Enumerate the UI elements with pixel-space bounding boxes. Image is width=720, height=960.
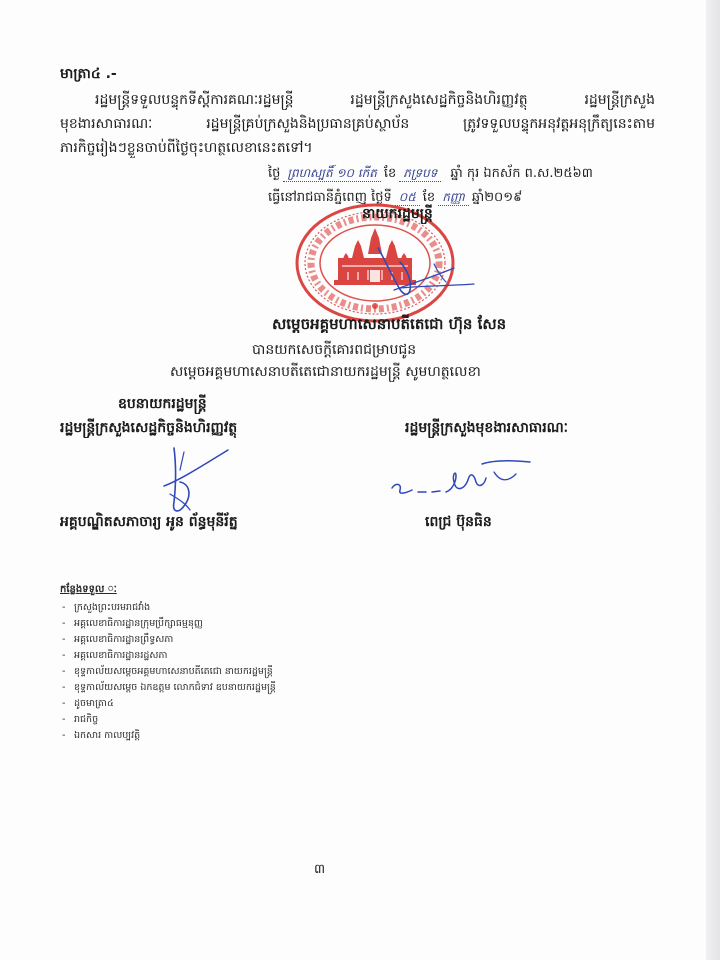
solar-year-text: ឆ្នាំ២០១៩ — [471, 190, 523, 205]
list-item-text: ខុទ្ទកាល័យសម្តេច ឯកឧត្តម លោកជំទាវ ឧបនាយករដ្ឋមន្ត្រី — [74, 682, 276, 693]
list-item — [60, 664, 480, 680]
list-item — [60, 632, 480, 648]
list-item — [60, 648, 480, 664]
civil-service-minister-name: ពេជ្រ ប៊ុនធិន — [425, 514, 492, 530]
list-item — [60, 728, 480, 744]
list-bullet: - — [62, 682, 66, 693]
lunar-date-line — [268, 164, 688, 184]
civil-service-minister-title: រដ្ឋមន្ត្រីក្រសួងមុខងារសាធារណៈ — [405, 420, 569, 436]
list-bullet: - — [62, 666, 66, 677]
solar-day-handwritten: ០៥ — [395, 189, 420, 206]
finance-minister-signature-icon — [150, 440, 240, 520]
finance-minister-name: អគ្គបណ្ឌិតសភាចារ្យ អូន ព័ន្ធមុនីរ័ត្ន — [60, 514, 238, 530]
list-bullet: - — [62, 730, 66, 741]
lunar-day-label: ថ្ងៃ — [268, 166, 281, 181]
solar-month-label: ខែ — [422, 190, 436, 205]
submission-line-1: បានយកសេចក្តីគោរពជម្រាបជូន — [252, 342, 417, 358]
civil-service-minister-signature-icon — [382, 452, 542, 502]
list-item-text: ក្រសួងព្រះបរមរាជវាំង — [74, 602, 151, 613]
lunar-year-text: ឆ្នាំ កុរ ឯកស័ក ព.ស.២៥៦៣ — [450, 166, 593, 181]
list-item-text: អគ្គលេខាធិការដ្ឋានក្រុមប្រឹក្សាធម្មនុញ្ញ — [74, 618, 203, 629]
list-item-text: អគ្គលេខាធិការដ្ឋានរដ្ឋសភា — [74, 650, 168, 661]
article-line-1: រដ្ឋមន្ត្រីទទួលបន្ទុកទីស្តីការគណៈរដ្ឋមន្ត្រី រដ្ឋមន្ត្រីក្រសួងសេដ្ឋកិច្ចនិងហិរញ្ញវត្ថុ រដ្ឋមន្ត្រីក្រសួង — [95, 92, 655, 108]
deputy-prime-minister-title: ឧបនាយករដ្ឋមន្ត្រី — [118, 396, 207, 412]
article-heading: មាត្រា៤ .- — [60, 66, 117, 82]
submission-line-2: សម្តេចអគ្គមហាសេនាបតីតេជោនាយករដ្ឋមន្ត្រី សូមហត្ថលេខា — [170, 364, 481, 380]
prime-minister-name: សម្តេចអគ្គមហាសេនាបតីតេជោ ហ៊ុន សែន — [272, 315, 507, 333]
list-item-text: អគ្គលេខាធិការដ្ឋានព្រឹទ្ធសភា — [74, 634, 174, 645]
list-item — [60, 616, 480, 632]
recipients-list — [60, 582, 480, 744]
article-line-2: មុខងារសាធារណៈ រដ្ឋមន្ត្រីគ្រប់ក្រសួងនិងប្រធានគ្រប់ស្ថាប័ន ត្រូវទទួលបន្ទុកអនុវត្តអនុក្រឹត្យនេះតាម — [60, 116, 655, 132]
list-item — [60, 696, 480, 712]
article-line-3: ភារកិច្ចរៀងៗខ្លួនចាប់ពីថ្ងៃចុះហត្ថលេខានេះតទៅ។ — [60, 140, 313, 156]
list-item — [60, 600, 480, 616]
list-item-text: រាជកិច្ច — [74, 714, 99, 725]
list-bullet: - — [62, 602, 66, 613]
lunar-month-label: ខែ — [383, 166, 397, 181]
recipients-heading: កន្លែងទទួល ៈ — [60, 584, 117, 595]
page-edge-shadow — [706, 0, 720, 960]
list-bullet: - — [62, 714, 66, 725]
prime-minister-signature-icon — [350, 228, 480, 308]
list-item-text: ឯកសារ កាលប្បវត្តិ — [74, 730, 141, 741]
list-item-text: ដូចមាត្រា៤ — [74, 698, 114, 709]
list-item — [60, 712, 480, 728]
list-item — [60, 680, 480, 696]
list-bullet: - — [62, 650, 66, 661]
page-number: ៣ — [314, 862, 326, 877]
list-bullet: - — [62, 618, 66, 629]
lunar-month-handwritten: ភទ្របទ — [399, 165, 441, 182]
list-bullet: - — [62, 698, 66, 709]
solar-month-handwritten: កញ្ញា — [438, 189, 469, 206]
finance-minister-title: រដ្ឋមន្ត្រីក្រសួងសេដ្ឋកិច្ចនិងហិរញ្ញវត្ថុ — [60, 420, 238, 436]
solar-place-label: ធ្វើនៅរាជធានីភ្នំពេញ ថ្ងៃទី — [268, 190, 392, 205]
prime-minister-title: នាយករដ្ឋមន្ត្រី — [362, 206, 433, 222]
list-item-text: ខុទ្ទកាល័យសម្តេចអគ្គមហាសេនាបតីតេជោ នាយករដ្ឋមន្ត្រី — [74, 666, 273, 677]
lunar-day-handwritten: ព្រហស្បតិ៍ ១០ កើត — [283, 165, 380, 182]
list-bullet: - — [62, 634, 66, 645]
